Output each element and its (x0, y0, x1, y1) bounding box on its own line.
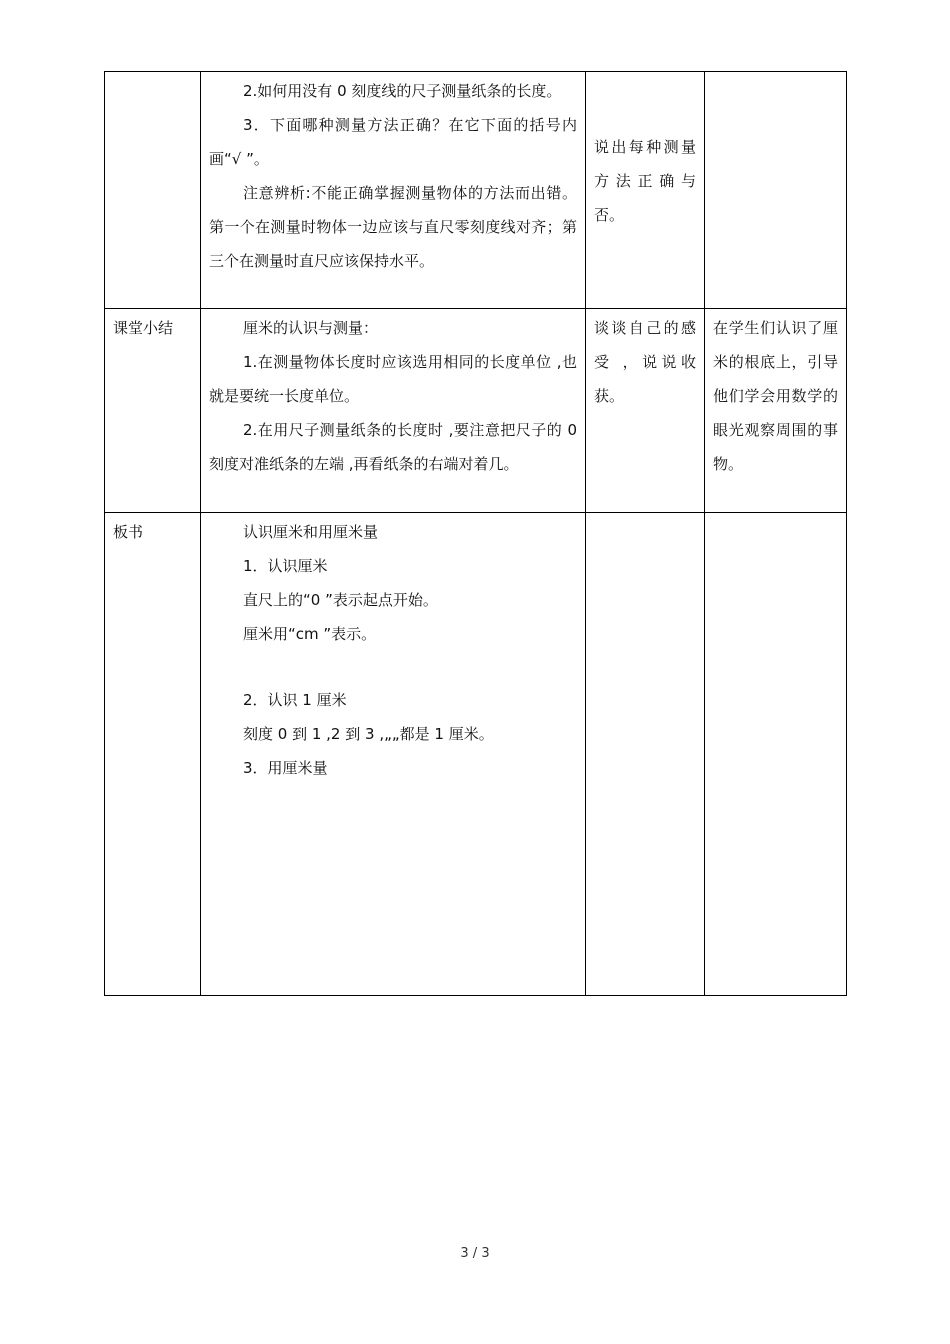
page-number: 3 / 3 (460, 1246, 490, 1261)
blackboard-line: 刻度 0 到 1 ,2 到 3 ,„„都是 1 厘米。 (243, 725, 494, 743)
student-activity-cell (586, 513, 705, 996)
blackboard-line: 3．用厘米量 (243, 759, 328, 777)
row-label: 板书 (113, 523, 144, 541)
blackboard-line: 1．认识厘米 (243, 557, 328, 575)
design-intent-text: 在学生们认识了厘米的根底上，引导他们学会用数学的眼光观察周围的事物。 (713, 319, 838, 473)
student-activity-text: 说出每种测量方法正确与否。 (594, 138, 696, 224)
table-row (105, 513, 847, 996)
row-label-cell (105, 72, 201, 309)
student-activity-text: 谈谈自己的感受 ，说说收获。 (594, 319, 696, 405)
content-paragraph: 3．下面哪种测量方法正确？在它下面的括号内画“√ ”。 (209, 116, 577, 168)
content-paragraph: 2.在用尺子测量纸条的长度时 ,要注意把尺子的 0 刻度对准纸条的左端 ,再看纸条的右端对着几。 (209, 421, 577, 473)
content-paragraph: 厘米的认识与测量： (243, 319, 379, 337)
student-activity-cell (586, 72, 705, 309)
content-cell (201, 72, 586, 309)
student-activity-cell (586, 309, 705, 513)
content-cell (201, 309, 586, 513)
table-row (105, 72, 847, 309)
content-paragraph: 注意辨析:不能正确掌握测量物体的方法而出错。 第一个在测量时物体一边应该与直尺零刻度线对齐；第三个在测量时直尺应该保持水平。 (209, 184, 577, 270)
blackboard-line: 厘米用“cm ”表示。 (243, 625, 377, 643)
row-label-cell (105, 513, 201, 996)
blackboard-cell (201, 513, 586, 996)
blank-line (209, 651, 577, 683)
design-intent-cell (705, 309, 847, 513)
design-intent-cell (705, 513, 847, 996)
content-paragraph: 2.如何用没有 0 刻度线的尺子测量纸条的长度。 (243, 82, 562, 100)
blackboard-line: 认识厘米和用厘米量 (243, 523, 379, 541)
design-intent-cell (705, 72, 847, 309)
table-row (105, 309, 847, 513)
lesson-plan-table (104, 71, 847, 996)
blackboard-line: 直尺上的“0 ”表示起点开始。 (243, 591, 438, 609)
blackboard-line: 2．认识 1 厘米 (243, 691, 347, 709)
row-label: 课堂小结 (113, 319, 174, 337)
row-label-cell (105, 309, 201, 513)
content-paragraph: 1.在测量物体长度时应该选用相同的长度单位 ,也就是要统一长度单位。 (209, 353, 577, 405)
